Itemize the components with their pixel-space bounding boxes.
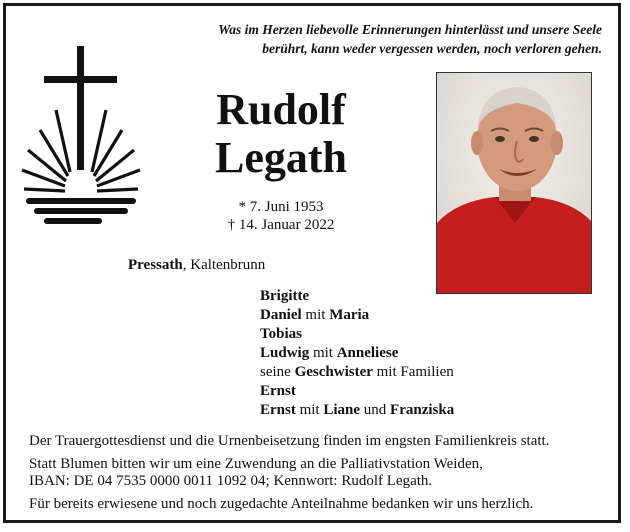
cross-sunrise-emblem [16, 44, 146, 234]
mourner-connector: mit [295, 402, 324, 418]
memorial-quote [218, 20, 602, 58]
mourner-line [260, 287, 454, 306]
town-name: Pressath [128, 257, 183, 273]
portrait-illustration [437, 73, 592, 294]
mourner-name: Ludwig [260, 345, 310, 361]
service-note: Der Trauergottesdienst und die Urnenbeisetzung finden im engsten Familienkreis statt. [29, 433, 550, 449]
donation-line-1: Statt Blumen bitten wir um eine Zuwendung an die Palliativstation Weiden, [29, 456, 483, 472]
mourner-connector: mit Familien [372, 364, 454, 380]
mourner-name: Franziska [390, 402, 455, 418]
birth-date: * 7. Juni 1953 [238, 199, 324, 215]
mourner-line [260, 401, 454, 420]
quote-line-1: Was im Herzen liebevolle Erinnerungen hinterlässt und unsere Seele [218, 22, 602, 37]
donation-note [29, 456, 549, 490]
mourner-connector: seine [260, 364, 295, 380]
mourner-line [260, 382, 454, 401]
mourner-line [260, 325, 454, 344]
donation-line-2: IBAN: DE 04 7535 0000 0011 1092 04; Kennwort: Rudolf Legath. [29, 473, 433, 489]
life-dates [196, 198, 366, 234]
mourner-connector: mit [301, 307, 330, 323]
last-name: Legath [215, 133, 347, 182]
mourner-line [260, 344, 454, 363]
mourner-name: Maria [329, 307, 370, 323]
quote-line-2: berührt, kann weder vergessen werden, noch verloren gehen. [262, 41, 602, 56]
mourner-name: Geschwister [294, 364, 373, 380]
mourner-line [260, 363, 454, 382]
mourner-line [260, 306, 454, 325]
mourner-connector: mit [309, 345, 337, 361]
thanks-note: Für bereits erwiesene und noch zugedachte Anteilnahme bedanken wir uns herzlich. [29, 496, 534, 512]
mourner-name: Liane [323, 402, 361, 418]
deceased-name [186, 86, 376, 182]
cross-icon [44, 46, 117, 170]
mourner-name: Ernst [260, 383, 296, 399]
mourner-name: Brigitte [260, 288, 310, 304]
mourner-name: Ernst [260, 402, 296, 418]
residence [128, 257, 265, 274]
mourner-name: Tobias [260, 326, 302, 342]
first-name: Rudolf [216, 85, 346, 134]
mourner-name: Anneliese [336, 345, 399, 361]
district-name: , Kaltenbrunn [182, 257, 266, 273]
mourner-connector: und [360, 402, 391, 418]
mourner-name: Daniel [260, 307, 302, 323]
mourners-list [260, 287, 454, 420]
portrait-photo [436, 72, 592, 294]
water-waves-icon [26, 198, 136, 224]
closing-notes [29, 433, 549, 519]
death-date: † 14. Januar 2022 [227, 217, 335, 233]
